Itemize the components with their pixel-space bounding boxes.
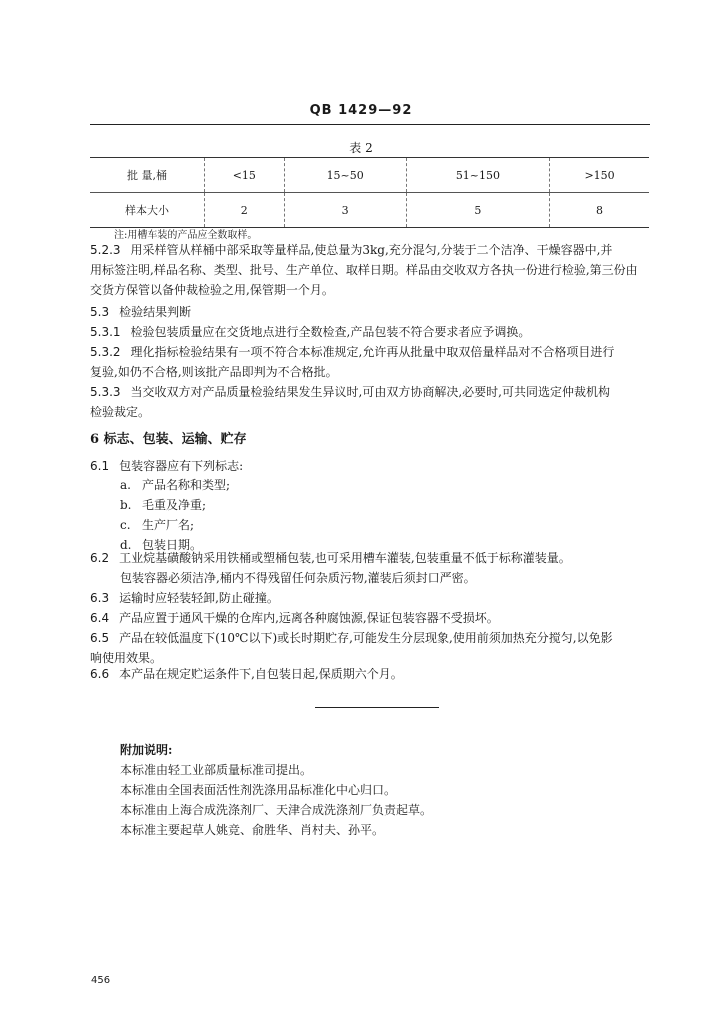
paragraph-5-3-2 <box>90 342 652 382</box>
list-marker: b. <box>120 498 132 512</box>
clause-number: 5.3 <box>90 305 110 319</box>
paragraph-line: 产品在较低温度下(10℃以下)或长时期贮存,可能发生分层现象,使用前须加热充分搅匀,以免影 <box>119 631 613 645</box>
paragraph-5-3 <box>90 302 652 322</box>
paragraph-5-3-1 <box>90 322 652 342</box>
paragraph-6-1 <box>90 456 652 476</box>
table-cell: 批 量,桶 <box>90 158 205 193</box>
paragraph-line: 运输时应轻装轻卸,防止碰撞。 <box>119 591 279 605</box>
page-number: 456 <box>91 975 111 986</box>
paragraph-line: 包装容器应有下列标志: <box>119 459 244 473</box>
clause-number: 5.3.2 <box>90 345 121 359</box>
clause-number: 5.2.3 <box>90 243 121 257</box>
sample-size-table <box>90 157 649 228</box>
clause-number: 6.5 <box>90 631 110 645</box>
clause-number: 5.3.3 <box>90 385 121 399</box>
list-item <box>120 496 206 513</box>
addendum <box>120 740 432 840</box>
clause-number: 6.2 <box>90 551 110 565</box>
paragraph-line: 响使用效果。 <box>90 651 163 665</box>
table-note: 注:用槽车装的产品应全数取样。 <box>114 230 258 241</box>
addendum-line: 本标准由全国表面活性剂洗涤用品标准化中心归口。 <box>120 783 397 797</box>
clause-number: 5.3.1 <box>90 325 121 339</box>
addendum-line: 本标准由上海合成洗涤剂厂、天津合成洗涤剂厂负责起草。 <box>120 803 433 817</box>
end-rule <box>315 707 439 708</box>
header-rule <box>90 124 650 125</box>
list-marker: d. <box>120 538 132 552</box>
paragraph-line: 用采样管从样桶中部采取等量样品,使总量为3kg,充分混匀,分装于二个洁净、干燥容器中,并 <box>130 243 613 257</box>
addendum-line: 本标准主要起草人姚竞、俞胜华、肖村夫、孙平。 <box>120 823 385 837</box>
paragraph-line: 检验裁定。 <box>90 405 151 419</box>
table-cell: 15~50 <box>284 158 406 193</box>
clause-number: 6.1 <box>90 459 110 473</box>
list-item-text: 包装日期。 <box>142 538 203 552</box>
paragraph-line: 理化指标检验结果有一项不符合本标准规定,允许再从批量中取双倍量样品对不合格项目进行 <box>130 345 615 359</box>
paragraph-line: 复验,如仍不合格,则该批产品即判为不合格批。 <box>90 365 338 379</box>
paragraph-line: 检验结果判断 <box>119 305 192 319</box>
table-cell: 2 <box>205 193 285 228</box>
paragraph-6-5 <box>90 628 652 668</box>
clause-number: 6.6 <box>90 667 110 681</box>
table-cell: >150 <box>550 158 649 193</box>
paragraph-5-2-3 <box>90 240 652 300</box>
table-title: 表 2 <box>349 141 373 155</box>
table-row <box>90 158 649 193</box>
paragraph-line: 用标签注明,样品名称、类型、批号、生产单位、取样日期。样品由交收双方各执一份进行检验,第三份由 <box>90 263 638 277</box>
paragraph-line: 产品应置于通风干燥的仓库内,远离各种腐蚀源,保证包装容器不受损坏。 <box>119 611 499 625</box>
table-row <box>90 193 649 228</box>
paragraph-line: 检验包装质量应在交货地点进行全数检查,产品包装不符合要求者应予调换。 <box>130 325 531 339</box>
list-marker: a. <box>120 478 131 492</box>
paragraph-6-4 <box>90 608 652 628</box>
clause-number: 6.4 <box>90 611 110 625</box>
table-cell: 51~150 <box>406 158 549 193</box>
paragraph-6-2 <box>90 548 652 588</box>
standard-code-header: QB 1429—92 <box>309 103 413 118</box>
paragraph-6-3 <box>90 588 652 608</box>
list-item-text: 毛重及净重; <box>142 498 207 512</box>
paragraph-5-3-3 <box>90 382 652 422</box>
section-6-heading: 6 标志、包装、运输、贮存 <box>90 432 247 447</box>
list-item <box>120 516 194 533</box>
paragraph-6-6 <box>90 664 652 684</box>
paragraph-line: 本产品在规定贮运条件下,自包装日起,保质期六个月。 <box>119 667 403 681</box>
table-cell: 8 <box>550 193 649 228</box>
paragraph-line: 交货方保管以备仲裁检验之用,保管期一个月。 <box>90 283 334 297</box>
list-marker: c. <box>120 518 131 532</box>
table-cell: 样本大小 <box>125 204 169 217</box>
paragraph-line: 包装容器必须洁净,桶内不得残留任何杂质污物,灌装后须封口严密。 <box>120 571 476 585</box>
clause-number: 6.3 <box>90 591 110 605</box>
paragraph-line: 工业烷基磺酸钠采用铁桶或塑桶包装,也可采用槽车灌装,包装重量不低于标称灌装量。 <box>119 551 571 565</box>
table-cell: 5 <box>406 193 549 228</box>
addendum-line: 本标准由轻工业部质量标准司提出。 <box>120 763 313 777</box>
table-cell: <15 <box>205 158 285 193</box>
list-item-text: 生产厂名; <box>142 518 195 532</box>
table-cell: 3 <box>284 193 406 228</box>
paragraph-line: 当交收双方对产品质量检验结果发生异议时,可由双方协商解决,必要时,可共同选定仲裁机构 <box>130 385 610 399</box>
addendum-title: 附加说明: <box>120 743 173 757</box>
list-item-text: 产品名称和类型; <box>142 478 231 492</box>
list-item <box>120 476 230 493</box>
